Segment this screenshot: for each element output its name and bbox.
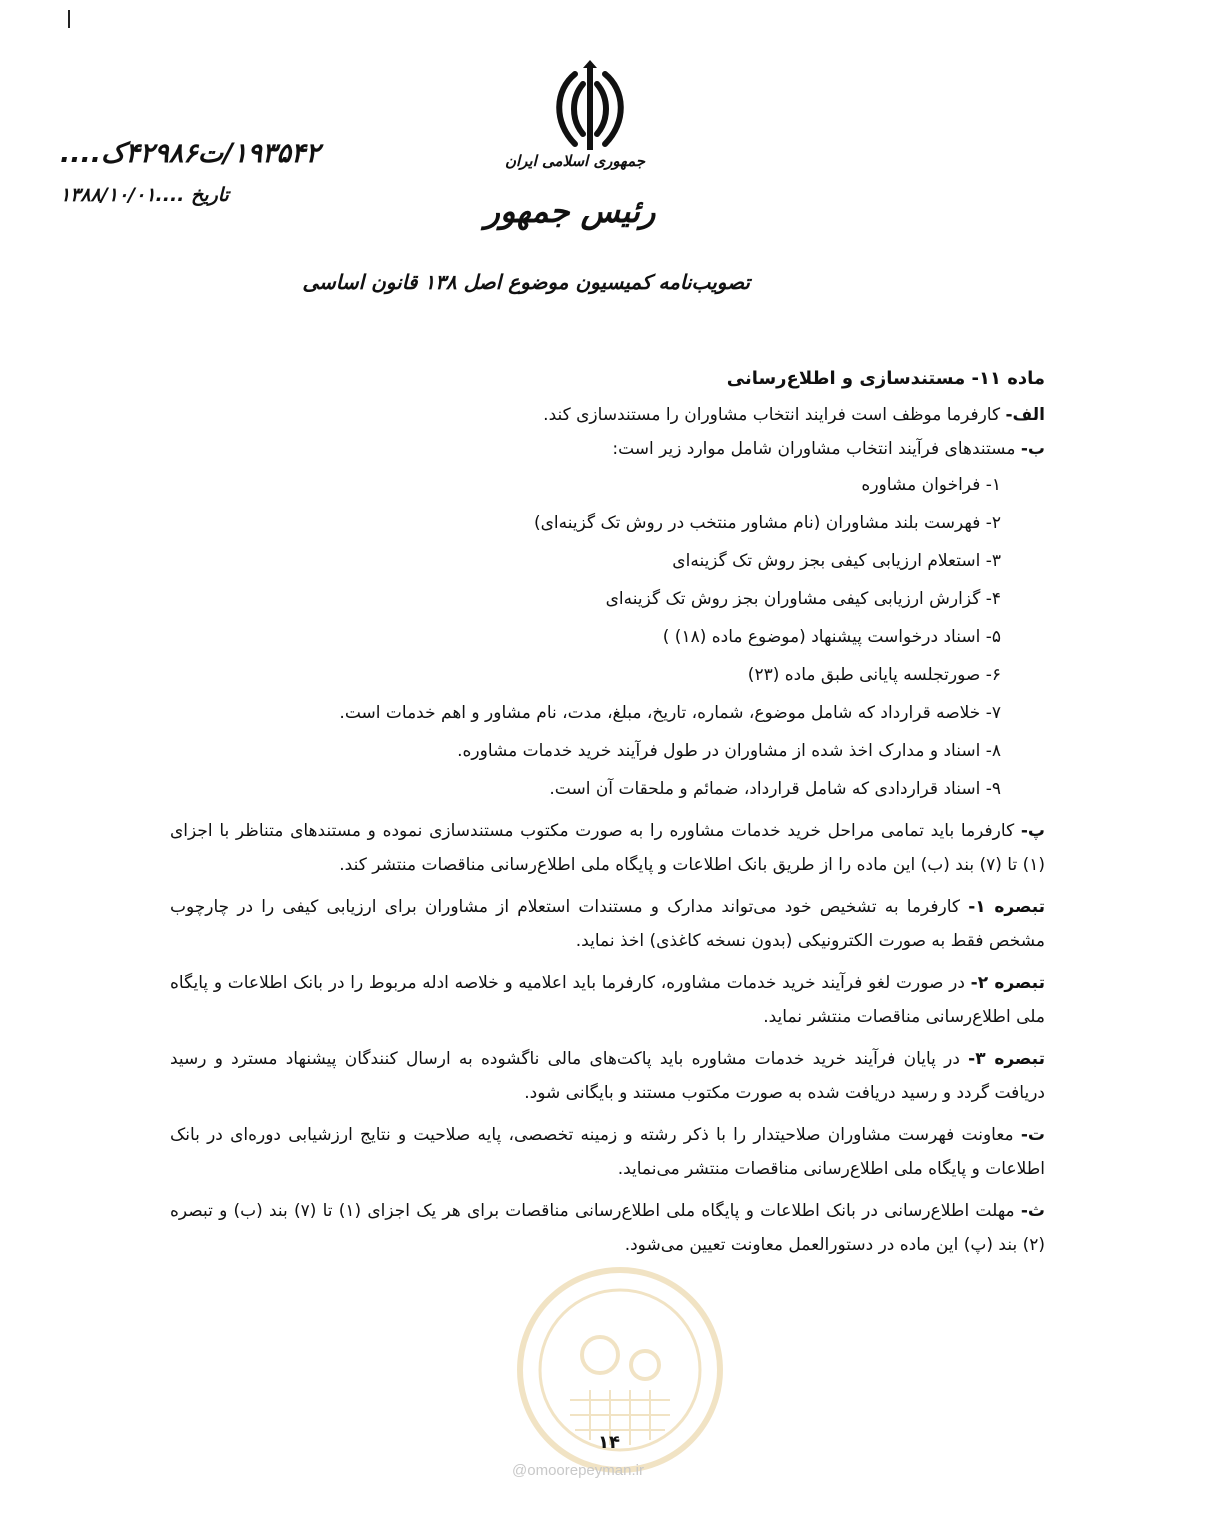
margin-mark — [68, 10, 70, 28]
commission-title: تصویب‌نامه کمیسیون موضوع اصل ۱۳۸ قانون اساسی — [302, 270, 750, 294]
clause-text: معاونت فهرست مشاوران صلاحیتدار را با ذکر رشته و زمینه تخصصی، پایه صلاحیت و نتایج ارزشیابی دوره‌ای در بانک اطلاعات و پایگاه ملی اطلاع‌رسانی مناقصات منتشر می‌نماید. — [170, 1125, 1045, 1179]
list-item: ۴- گزارش ارزیابی کیفی مشاوران بجز روش تک گزینه‌ای — [605, 589, 1001, 609]
note-1 — [170, 890, 1045, 958]
note-2 — [170, 966, 1045, 1034]
note-text: در صورت لغو فرآیند خرید خدمات مشاوره، کارفرما باید اعلامیه و خلاصه ادله مربوط را در بانک اطلاعات و پایگاه ملی اطلاع‌رسانی مناقصات منتشر نماید. — [170, 973, 1045, 1027]
clause-label: ث- — [1020, 1201, 1046, 1221]
article-body — [170, 362, 1045, 1262]
list-item: ۹- اسناد قراردادی که شامل قرارداد، ضمائم و ملحقات آن است. — [549, 779, 1001, 799]
list-item: ۲- فهرست بلند مشاوران (نام مشاور منتخب در روش تک گزینه‌ای) — [533, 513, 1001, 533]
watermark-seal-icon — [500, 1250, 740, 1490]
list-item: ۵- اسناد درخواست پیشنهاد (موضوع ماده (۱۸) ) — [662, 627, 1001, 647]
clause-be — [170, 432, 1045, 466]
documents-list — [170, 468, 1045, 806]
iran-emblem-icon — [545, 60, 635, 156]
clause-te — [170, 1118, 1045, 1186]
clause-text: کارفرما موظف است فرایند انتخاب مشاوران را مستندسازی کند. — [543, 405, 1001, 425]
note-label: تبصره ۲- — [970, 973, 1046, 993]
clause-alef — [170, 398, 1045, 432]
site-watermark-text: @omoorepeyman.ir — [512, 1462, 644, 1479]
list-item: ۱- فراخوان مشاوره — [861, 475, 1001, 495]
page-number: ۱۴ — [598, 1432, 620, 1453]
note-text: در پایان فرآیند خرید خدمات مشاوره باید پاکت‌های مالی ناگشوده به ارسال کنندگان پیشنهاد مسترد و رسید دریافت گردد و رسید دریافت شده به صورت مکتوب مستند و بایگانی شود. — [170, 1049, 1045, 1103]
reference-date: تاریخ ....۱۳۸۸/۱۰/۰۱ — [60, 184, 229, 206]
clause-text: مستندهای فرآیند انتخاب مشاوران شامل موارد زیر است: — [612, 439, 1016, 459]
note-3 — [170, 1042, 1045, 1110]
clause-label: ب- — [1020, 439, 1045, 459]
president-title: رئیس جمهور — [484, 192, 656, 230]
clause-label: ت- — [1020, 1125, 1046, 1145]
republic-title: جمهوری اسلامی ایران — [504, 152, 646, 170]
clause-text: مهلت اطلاع‌رسانی در بانک اطلاعات و پایگاه ملی اطلاع‌رسانی مناقصات برای هر یک اجزای (۱) تا (۷) بند (ب) و تبصره (۲) بند (پ) این ماده در دستورالعمل معاونت تعیین می‌شود. — [170, 1201, 1045, 1255]
article-title: ماده ۱۱- مستندسازی و اطلاع‌رسانی — [726, 368, 1045, 389]
note-text: کارفرما به تشخیص خود می‌تواند مدارک و مستندات استعلام از مشاوران برای ارزیابی کیفی را در چارچوب مشخص فقط به صورت الکترونیکی (بدون نسخه کاغذی) اخذ نماید. — [170, 897, 1045, 951]
list-item: ۳- استعلام ارزیابی کیفی بجز روش تک گزینه‌ای — [672, 551, 1001, 571]
clause-pe — [170, 814, 1045, 882]
clause-label: پ- — [1020, 821, 1046, 841]
clause-text: کارفرما باید تمامی مراحل خرید خدمات مشاوره را به صورت مکتوب مستندسازی نموده و مستندهای متناظر با اجزای (۱) تا (۷) بند (ب) این ماده را از طریق بانک اطلاعات و پایگاه ملی اطلاع‌رسانی مناقصات منتشر کند. — [170, 821, 1045, 875]
note-label: تبصره ۳- — [968, 1049, 1046, 1069]
clause-label: الف- — [1005, 405, 1045, 425]
note-label: تبصره ۱- — [968, 897, 1046, 917]
list-item: ۷- خلاصه قرارداد که شامل موضوع، شماره، تاریخ، مبلغ، مدت، نام مشاور و اهم خدمات است. — [339, 703, 1001, 723]
reference-number: ۱۹۳۵۴۲/ت۴۲۹۸۶ک.... — [60, 138, 321, 169]
list-item: ۶- صورتجلسه پایانی طبق ماده (۲۳) — [747, 665, 1001, 685]
list-item: ۸- اسناد و مدارک اخذ شده از مشاوران در طول فرآیند خرید خدمات مشاوره. — [457, 741, 1001, 761]
